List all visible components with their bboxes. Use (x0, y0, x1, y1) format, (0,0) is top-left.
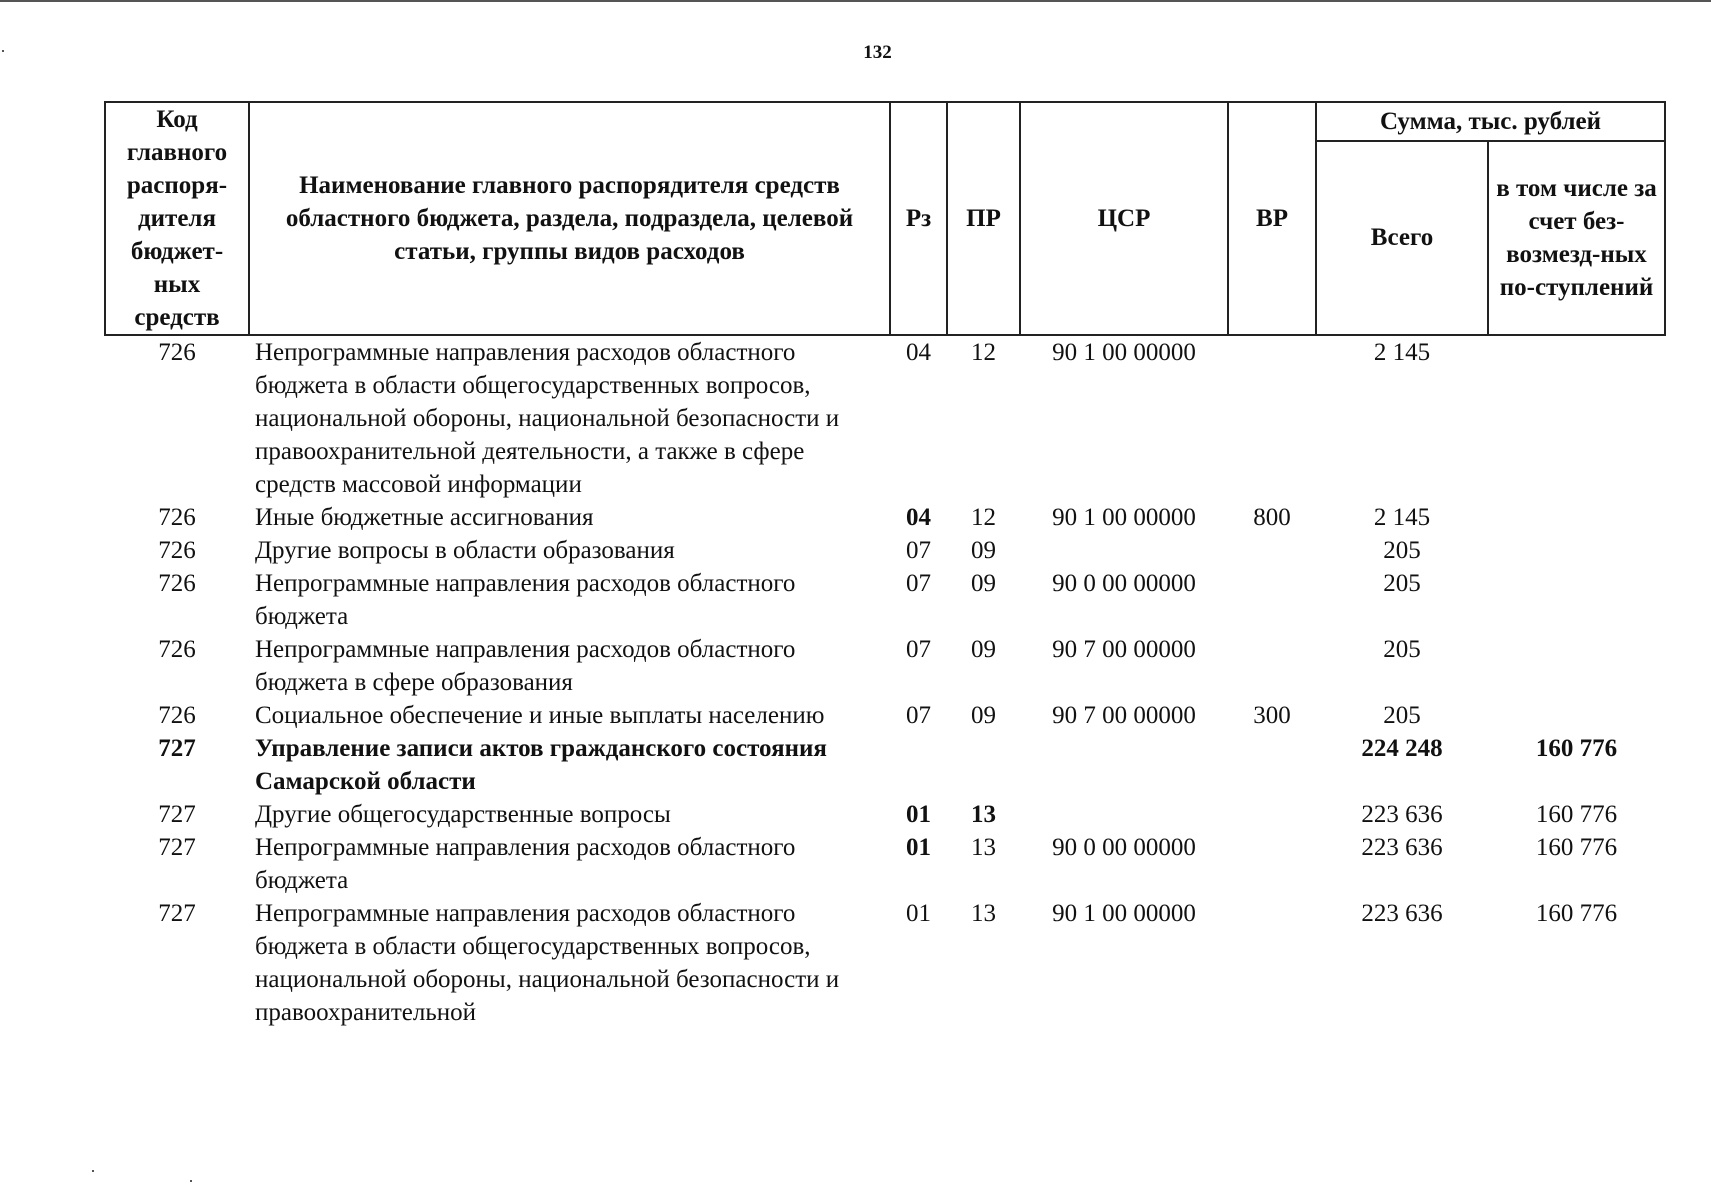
cell-rz: 01 (906, 801, 931, 828)
cell-total: 205 (1383, 537, 1421, 564)
cell-pr: 13 (971, 900, 996, 927)
header-vr: ВР (1228, 102, 1316, 335)
table-row (105, 335, 1665, 501)
cell-free (1488, 534, 1665, 567)
cell-free: 160 776 (1535, 900, 1618, 927)
cell-pr: 09 (971, 702, 996, 729)
cell-code: 727 (158, 735, 196, 762)
cell-vr (1228, 732, 1316, 798)
cell-rz: 01 (906, 834, 931, 861)
header-sum: Сумма, тыс. рублей (1316, 102, 1665, 141)
cell-rz (890, 732, 947, 798)
table-row (105, 534, 1665, 567)
table-row (105, 831, 1665, 897)
cell-name: Непрограммные направления расходов областного бюджета в области общегосударственных вопросов, национальной обороны, национальной безопасности и правоохранительной (255, 900, 840, 1026)
budget-table (104, 101, 1666, 1029)
cell-code: 727 (158, 801, 196, 828)
cell-total: 2 145 (1373, 339, 1431, 366)
cell-pr: 09 (971, 636, 996, 663)
table-row (105, 633, 1665, 699)
page-number: 132 (863, 42, 892, 63)
cell-name: Другие общегосударственные вопросы (255, 801, 671, 828)
scan-speck (92, 1170, 94, 1172)
table-row (105, 699, 1665, 732)
cell-csr: 90 7 00 00000 (1052, 636, 1196, 663)
cell-pr: 09 (971, 537, 996, 564)
cell-pr: 09 (971, 570, 996, 597)
cell-csr: 90 0 00 00000 (1052, 570, 1196, 597)
cell-rz: 07 (906, 702, 931, 729)
cell-free: 160 776 (1535, 735, 1618, 762)
cell-csr: 90 1 00 00000 (1052, 504, 1196, 531)
cell-pr (947, 732, 1020, 798)
header-csr: ЦСР (1020, 102, 1228, 335)
cell-code: 726 (158, 636, 196, 663)
cell-vr (1228, 633, 1316, 699)
cell-vr (1228, 831, 1316, 897)
cell-name: Непрограммные направления расходов областного бюджета в сфере образования (255, 636, 796, 696)
cell-name: Управление записи актов гражданского состояния Самарской области (255, 735, 827, 795)
cell-code: 726 (158, 339, 196, 366)
cell-total: 224 248 (1361, 735, 1443, 762)
table-row (105, 567, 1665, 633)
cell-rz: 04 (906, 339, 931, 366)
cell-csr (1020, 732, 1228, 798)
cell-rz: 04 (906, 504, 931, 531)
cell-vr (1228, 798, 1316, 831)
cell-vr (1228, 567, 1316, 633)
cell-name: Непрограммные направления расходов областного бюджета (255, 570, 796, 630)
header-pr: ПР (947, 102, 1020, 335)
cell-free (1488, 501, 1665, 534)
cell-code: 726 (158, 570, 196, 597)
cell-free: 160 776 (1535, 801, 1618, 828)
cell-rz: 01 (906, 900, 931, 927)
header-free: в том числе за счет без-возмезд-ных по-ступлений (1488, 141, 1665, 335)
cell-csr (1020, 534, 1228, 567)
cell-code: 726 (158, 504, 196, 531)
cell-free (1488, 633, 1665, 699)
cell-name: Непрограммные направления расходов областного бюджета (255, 834, 796, 894)
header-total: Всего (1316, 141, 1488, 335)
cell-name: Социальное обеспечение и иные выплаты населению (255, 702, 825, 729)
cell-rz: 07 (906, 636, 931, 663)
cell-name: Непрограммные направления расходов областного бюджета в области общегосударственных вопросов, национальной обороны, национальной безопасности и правоохранительной деятельности, а также в сфере средств массовой информации (255, 339, 840, 498)
cell-csr: 90 7 00 00000 (1052, 702, 1196, 729)
table-row (105, 732, 1665, 798)
cell-free: 160 776 (1535, 834, 1618, 861)
header-code: Код главного распоря-дителя бюджет-ных средств (105, 102, 249, 335)
scan-edge-line (0, 0, 1711, 2)
cell-csr: 90 0 00 00000 (1052, 834, 1196, 861)
cell-vr: 800 (1253, 504, 1291, 531)
cell-csr (1020, 798, 1228, 831)
cell-code: 727 (158, 834, 196, 861)
cell-total: 205 (1383, 702, 1421, 729)
header-rz: Рз (890, 102, 947, 335)
scan-speck (190, 1180, 192, 1182)
cell-total: 205 (1383, 636, 1421, 663)
cell-pr: 13 (971, 801, 996, 828)
cell-code: 726 (158, 537, 196, 564)
cell-csr: 90 1 00 00000 (1052, 339, 1196, 366)
cell-vr: 300 (1253, 702, 1291, 729)
table-row (105, 798, 1665, 831)
cell-free (1488, 699, 1665, 732)
cell-name: Иные бюджетные ассигнования (255, 504, 594, 531)
cell-code: 726 (158, 702, 196, 729)
cell-rz: 07 (906, 570, 931, 597)
table-row (105, 897, 1665, 1029)
cell-vr (1228, 897, 1316, 1029)
cell-pr: 12 (971, 504, 996, 531)
cell-code: 727 (158, 900, 196, 927)
table-row (105, 501, 1665, 534)
cell-pr: 13 (971, 834, 996, 861)
cell-name: Другие вопросы в области образования (255, 537, 675, 564)
cell-total: 2 145 (1373, 504, 1431, 531)
cell-free (1488, 567, 1665, 633)
cell-vr (1228, 534, 1316, 567)
cell-total: 205 (1383, 570, 1421, 597)
cell-total: 223 636 (1361, 801, 1443, 828)
cell-csr: 90 1 00 00000 (1052, 900, 1196, 927)
cell-rz: 07 (906, 537, 931, 564)
cell-total: 223 636 (1361, 900, 1443, 927)
cell-total: 223 636 (1361, 834, 1443, 861)
cell-free (1488, 335, 1665, 501)
header-name: Наименование главного распорядителя средств областного бюджета, раздела, подраздела, целевой статьи, группы видов расходов (249, 102, 890, 335)
cell-pr: 12 (971, 339, 996, 366)
cell-vr (1228, 335, 1316, 501)
